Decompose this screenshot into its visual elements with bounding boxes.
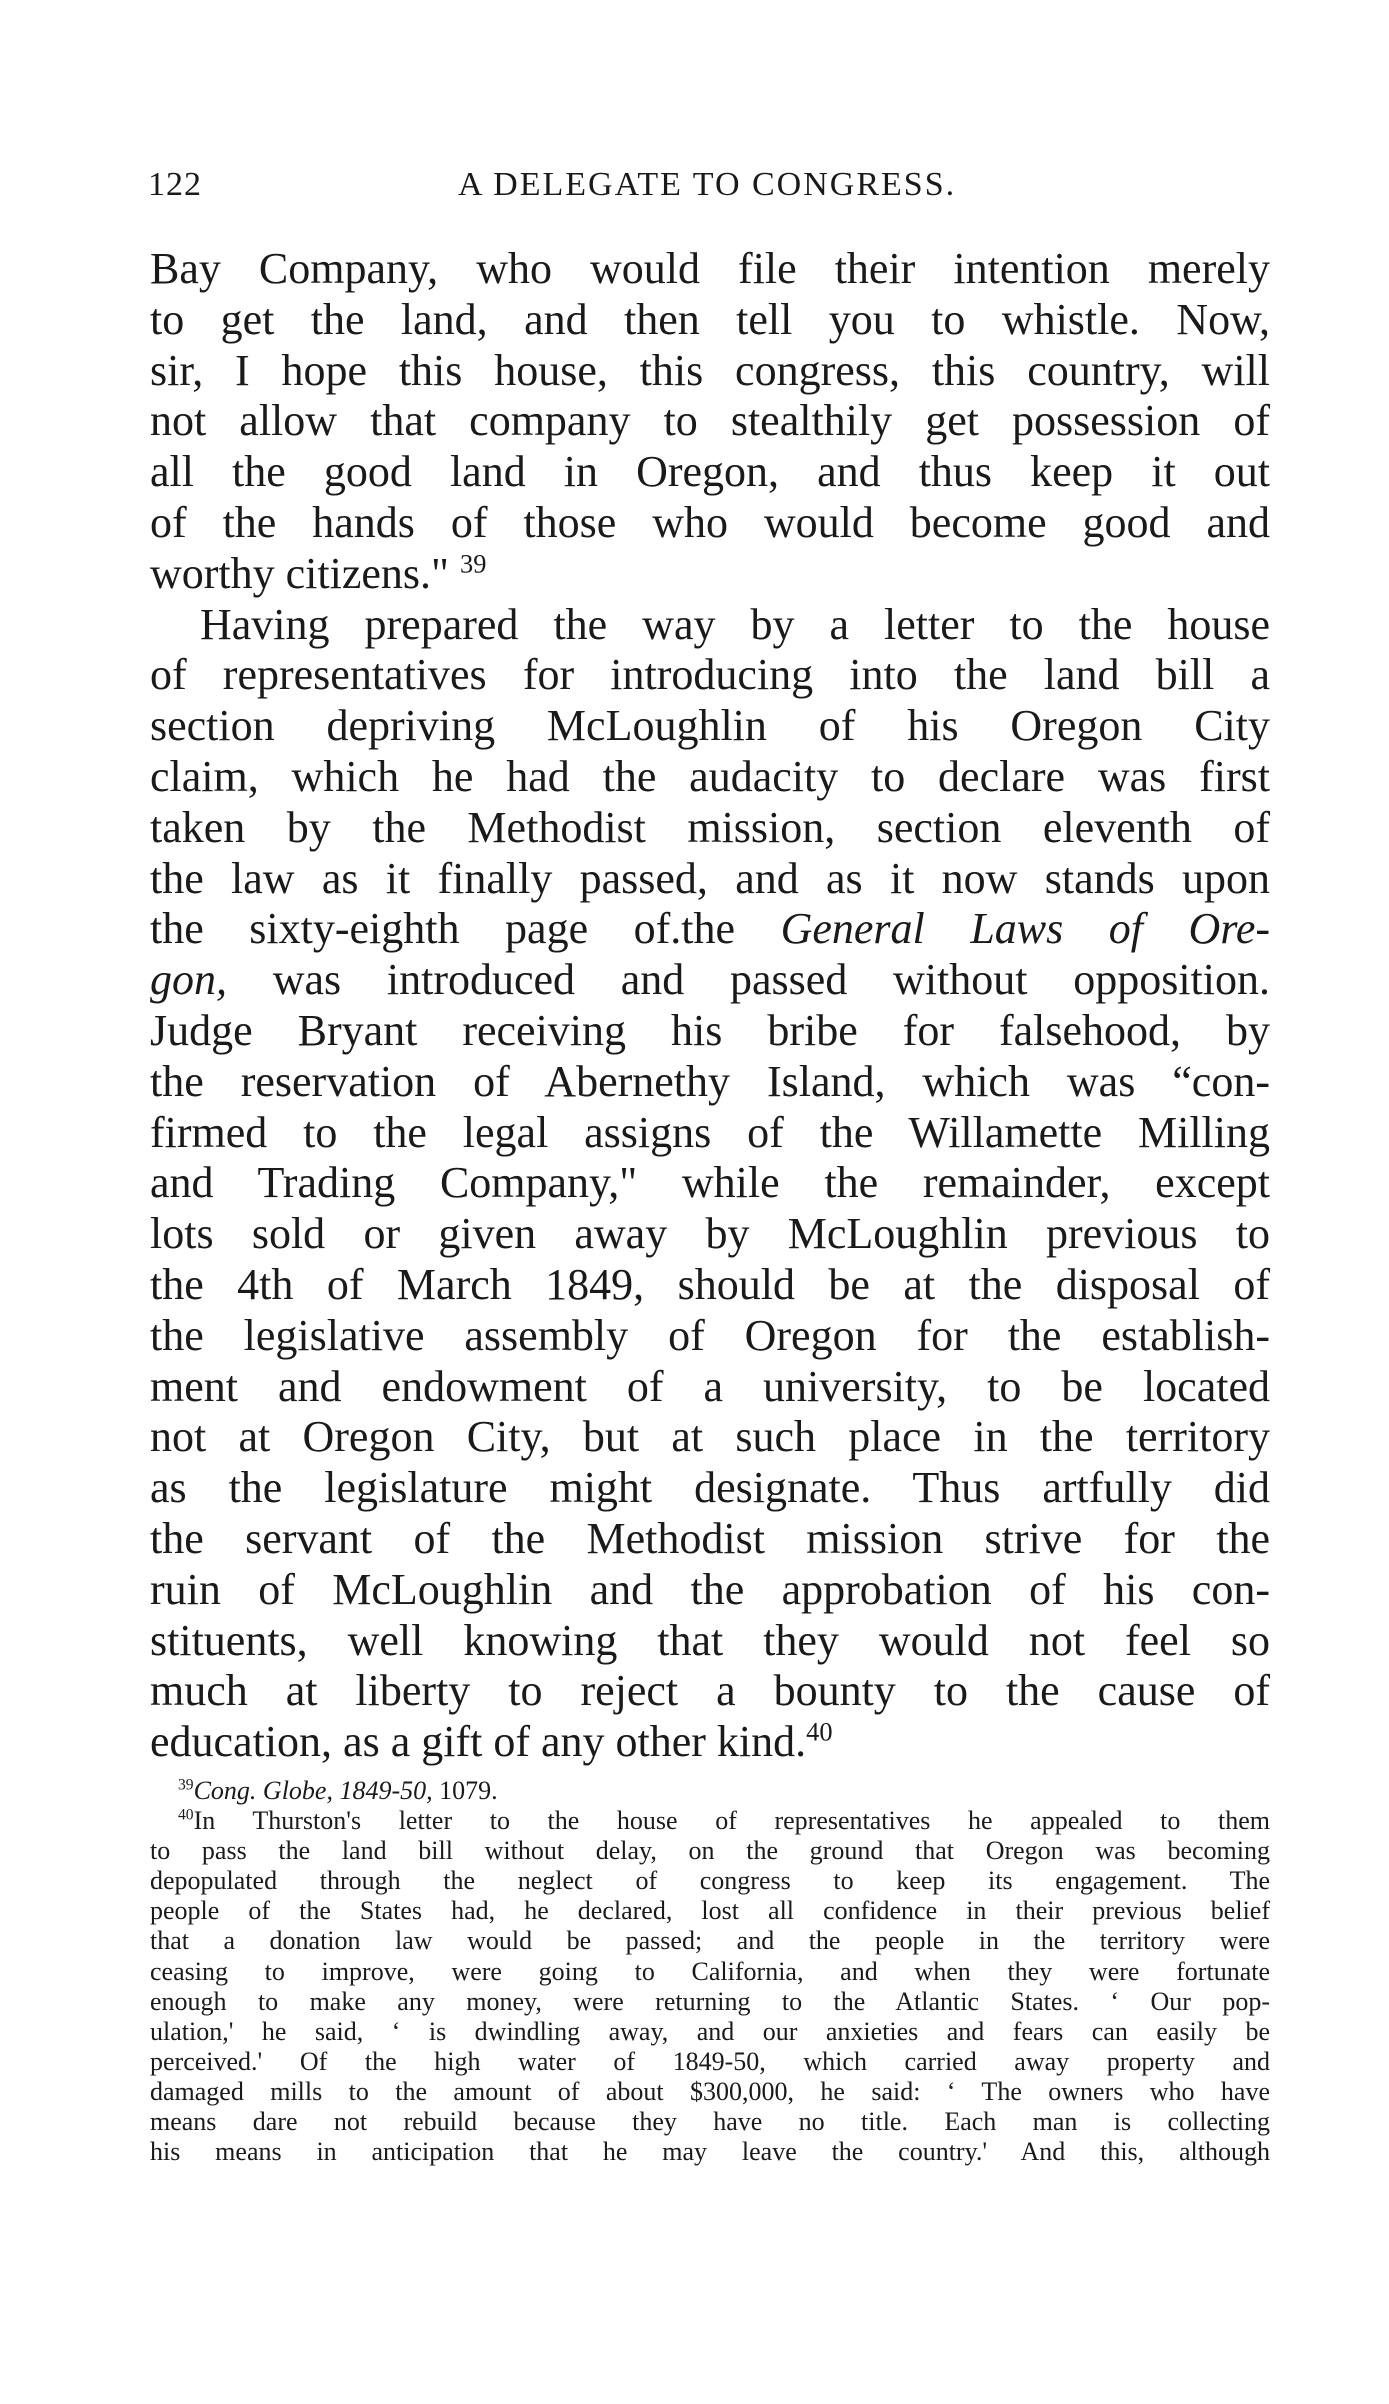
- footnote-line: enough to make any money, were returning to the Atlantic States. ‘ Our pop-: [150, 1986, 1270, 2016]
- footnote-line: to pass the land bill without delay, on the ground that Oregon was becoming: [150, 1836, 1270, 1866]
- page-number: 122: [148, 166, 202, 203]
- footnotes: [150, 1776, 1270, 2167]
- text-line: the sixty-eighth page of.the General Laws of Ore-: [150, 904, 1271, 954]
- footnote-line: people of the States had, he declared, lost all confidence in their previous belief: [150, 1896, 1270, 1926]
- text-line: Bay Company, who would file their intention merely: [150, 244, 1270, 293]
- footnote-line: that a donation law would be passed; and the people in the territory were: [150, 1926, 1270, 1956]
- text-line: firmed to the legal assigns of the Willamette Milling: [150, 1107, 1270, 1157]
- text-line: not at Oregon City, but at such place in the territory: [150, 1412, 1270, 1462]
- text-line: ment and endowment of a university, to be located: [150, 1361, 1270, 1411]
- body-text: [150, 244, 1270, 1768]
- text-line: of the hands of those who would become good and: [150, 497, 1270, 547]
- text-line: much at liberty to reject a bounty to the cause of: [150, 1666, 1270, 1716]
- text-line: the 4th of March 1849, should be at the disposal of: [150, 1259, 1270, 1309]
- text-line: as the legislature might designate. Thus artfully did: [150, 1463, 1270, 1513]
- footnote-source: Cong. Globe, 1849-50,: [193, 1776, 433, 1805]
- text-line: education, as a gift of any other kind.$^{40}$: [150, 1716, 833, 1767]
- text-line: all the good land in Oregon, and thus keep it out: [150, 447, 1270, 497]
- footnote-39: $^{39}$Cong. Globe, 1849-50, 1079.: [178, 1776, 498, 1805]
- text-line: taken by the Methodist mission, section eleventh of: [150, 802, 1270, 852]
- text-line: to get the land, and then tell you to whistle. Now,: [150, 294, 1270, 344]
- footnote-line: depopulated through the neglect of congress to keep its engagement. The: [150, 1866, 1270, 1896]
- text-line: and Trading Company," while the remainder, except: [150, 1158, 1270, 1208]
- footnote-marker: 39: [178, 1776, 194, 1794]
- text-line: Having prepared the way by a letter to the house: [200, 599, 1270, 649]
- text-line: gon, was introduced and passed without opposition.: [150, 955, 1271, 1005]
- footnote-ref-40: 40: [806, 1716, 833, 1747]
- footnote-marker: 40: [178, 1806, 194, 1824]
- text-line: sir, I hope this house, this congress, this country, will: [150, 345, 1270, 395]
- text-line: the law as it finally passed, and as it now stands upon: [150, 853, 1270, 903]
- text-line: the servant of the Methodist mission strive for the: [150, 1513, 1270, 1563]
- footnote-40: $^{40}$In Thurston's letter to the house of representatives he appealed to them: [178, 1806, 1270, 1836]
- text-line: section depriving McLoughlin of his Oregon City: [150, 701, 1270, 751]
- text-line: the reservation of Abernethy Island, which was “con-: [150, 1056, 1270, 1106]
- footnote-line: ceasing to improve, were going to California, and when they were fortunate: [150, 1956, 1270, 1986]
- footnote-line: perceived.' Of the high water of 1849-50, which carried away property and: [150, 2046, 1270, 2076]
- text-line: not allow that company to stealthily get possession of: [150, 396, 1270, 446]
- text-line: lots sold or given away by McLoughlin previous to: [150, 1209, 1270, 1259]
- footnote-ref-39: 39: [460, 548, 487, 579]
- footnote-line: ulation,' he said, ‘ is dwindling away, and our anxieties and fears can easily be: [150, 2016, 1270, 2046]
- running-head: [148, 166, 1268, 210]
- running-title: A DELEGATE TO CONGRESS.: [458, 166, 957, 203]
- text-line: worthy citizens." $^{39}$: [150, 548, 487, 598]
- text-line: of representatives for introducing into the land bill a: [150, 650, 1270, 700]
- footnote-line: means dare not rebuild because they have no title. Each man is collecting: [150, 2107, 1270, 2137]
- text-line: ruin of McLoughlin and the approbation of his con-: [150, 1564, 1270, 1614]
- footnote-line: his means in anticipation that he may leave the country.' And this, although: [150, 2137, 1270, 2167]
- italic-title: General Laws of Ore-: [780, 904, 1271, 954]
- text-line: claim, which he had the audacity to declare was first: [150, 751, 1270, 801]
- text-line: stituents, well knowing that they would not feel so: [150, 1615, 1270, 1665]
- text-line: Judge Bryant receiving his bribe for falsehood, by: [150, 1005, 1270, 1055]
- text-line: the legislative assembly of Oregon for the establish-: [150, 1310, 1270, 1360]
- footnote-line: damaged mills to the amount of about $300,000, he said: ‘ The owners who have: [150, 2076, 1270, 2106]
